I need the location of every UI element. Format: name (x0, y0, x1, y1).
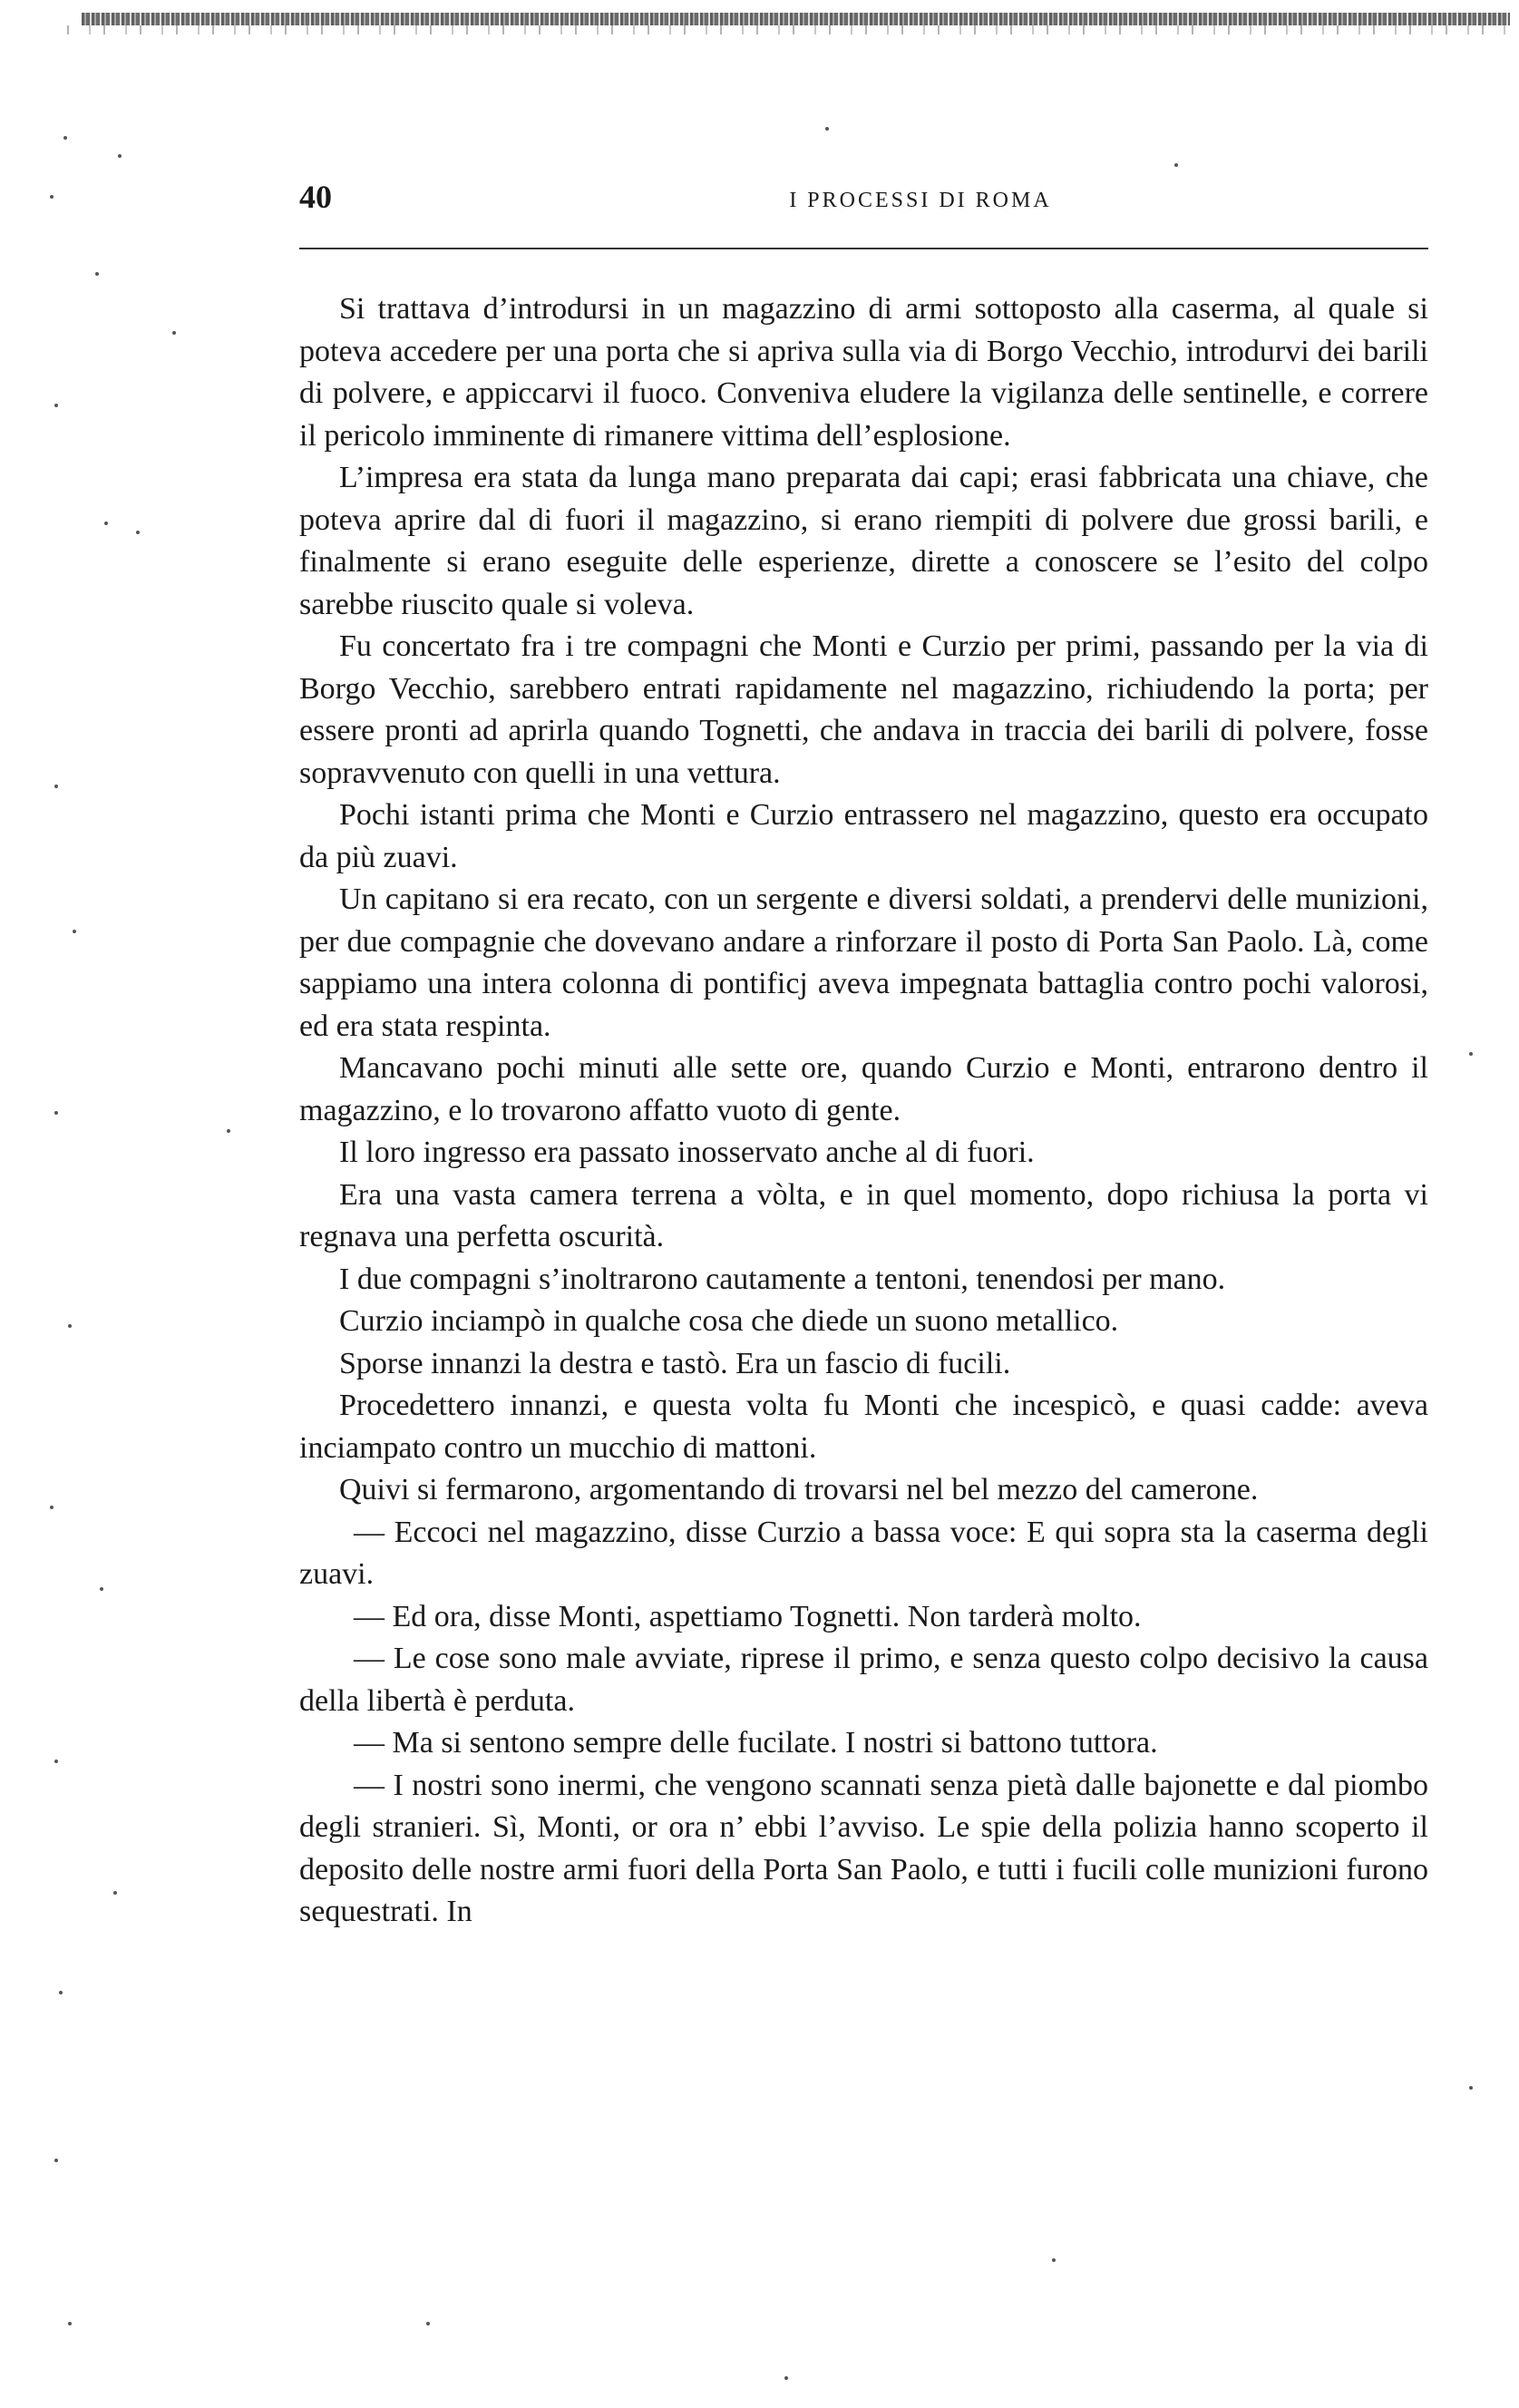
scan-speck (104, 522, 108, 525)
page-number: 40 (299, 179, 332, 215)
scan-speck (68, 2322, 72, 2325)
paragraph: Era una vasta camera terrena a vòlta, e in quel momento, dopo richiusa la porta vi regnava una perfetta oscurità. (299, 1177, 1428, 1253)
paragraph: Procedettero innanzi, e questa volta fu Monti che incespicò, e quasi cadde: aveva inciampato contro un mucchio di mattoni. (299, 1389, 1428, 1465)
scan-speck (54, 785, 58, 788)
scan-speck (825, 127, 829, 131)
scan-speck (784, 2376, 788, 2380)
paragraph: Pochi istanti prima che Monti e Curzio entrassero nel magazzino, questo era occupato da più zuavi. (299, 798, 1428, 874)
paragraph: Sporse innanzi la destra e tastò. Era un fascio di fucili. (339, 1346, 1011, 1380)
dialogue-paragraph: — Eccoci nel magazzino, disse Curzio a bassa voce: E qui sopra sta la caserma degli zuavi. (299, 1515, 1428, 1591)
scan-speck (95, 272, 99, 276)
scan-speck (227, 1129, 230, 1133)
dialogue-paragraph: — I nostri sono inermi, che vengono scannati senza pietà dalle bajonette e dal piombo degli stranieri. Sì, Monti, or ora n’ ebbi l’avviso. Le spie della polizia hanno scoperto il deposito delle nostre armi fuori della Porta San Paolo, e tutti i fucili colle munizioni furono sequestrati. In (299, 1768, 1428, 1928)
paragraph: Mancavano pochi minuti alle sette ore, quando Curzio e Monti, entrarono dentro il magazzino, e lo trovarono affatto vuoto di gente. (299, 1051, 1428, 1127)
scan-speck (426, 2322, 430, 2325)
paragraph: Curzio inciampò in qualche cosa che diede un suono metallico. (339, 1304, 1119, 1338)
dialogue-paragraph: — Le cose sono male avviate, riprese il primo, e senza questo colpo decisivo la causa della libertà è perduta. (299, 1642, 1428, 1718)
scan-speck (1174, 163, 1178, 167)
scan-speck (1469, 1052, 1473, 1056)
paragraph: L’impresa era stata da lunga mano preparata dai capi; erasi fabbricata una chiave, che poteva aprire dal di fuori il magazzino, si erano riempiti di polvere due grossi barili, e finalmente si erano eseguite delle esperienze, dirette a conoscere se l’esito del colpo sarebbe riuscito quale si voleva. (299, 461, 1428, 621)
scan-speck (59, 1991, 63, 1994)
scan-speck (172, 331, 176, 335)
scan-speck (63, 136, 67, 140)
scan-speck (73, 930, 76, 933)
header-rule (299, 248, 1428, 249)
scan-speck (118, 154, 122, 158)
scan-speck (54, 2159, 58, 2162)
paragraph: Fu concertato fra i tre compagni che Monti e Curzio per primi, passando per la via di Borgo Vecchio, sarebbero entrati rapidamente nel magazzino, richiudendo la porta; per essere pronti ad aprirla quando Tognetti, che andava in traccia dei barili di polvere, fosse sopravvenuto con quelli in una vettura. (299, 629, 1428, 790)
scan-speck (136, 531, 140, 534)
scan-speck (50, 1506, 54, 1509)
dialogue-paragraph: — Ma si sentono sempre delle fucilate. I nostri si battono tuttora. (354, 1726, 1158, 1760)
scan-speck (100, 1587, 103, 1591)
page-header (299, 178, 1433, 232)
scan-edge-noise-secondary (54, 25, 1505, 34)
running-head: I PROCESSI DI ROMA (789, 189, 1052, 212)
scan-speck (113, 1891, 117, 1895)
paragraph: Il loro ingresso era passato inosservato anche al di fuori. (339, 1136, 1035, 1169)
scan-speck (54, 1760, 58, 1763)
paragraph: Quivi si fermarono, argomentando di trovarsi nel bel mezzo del camerone. (339, 1473, 1259, 1506)
body-text (299, 288, 1428, 1934)
dialogue-paragraph: — Ed ora, disse Monti, aspettiamo Tognetti. Non tarderà molto. (354, 1599, 1142, 1633)
scan-speck (1052, 2258, 1056, 2262)
scan-speck (54, 1111, 58, 1115)
paragraph: Si trattava d’introdursi in un magazzino di armi sottoposto alla caserma, al quale si poteva accedere per una porta che si apriva sulla via di Borgo Vecchio, introdurvi dei barili di polvere, e appiccarvi il fuoco. Conveniva eludere la vigilanza delle sentinelle, e correre il pericolo imminente di rimanere vittima dell’esplosione. (299, 292, 1428, 453)
scan-speck (68, 1324, 72, 1328)
scan-speck (54, 404, 58, 407)
scan-edge-noise (82, 13, 1510, 25)
scan-speck (50, 195, 54, 199)
scan-speck (1469, 2086, 1473, 2090)
paragraph: I due compagni s’inoltrarono cautamente a tentoni, tenendosi per mano. (339, 1262, 1226, 1296)
paragraph: Un capitano si era recato, con un sergente e diversi soldati, a prendervi delle munizioni, per due compagnie che dovevano andare a rinforzare il posto di Porta San Paolo. Là, come sappiamo una intera colonna di pontificj aveva impegnata battaglia contro pochi valorosi, ed era stata respinta. (299, 882, 1428, 1043)
